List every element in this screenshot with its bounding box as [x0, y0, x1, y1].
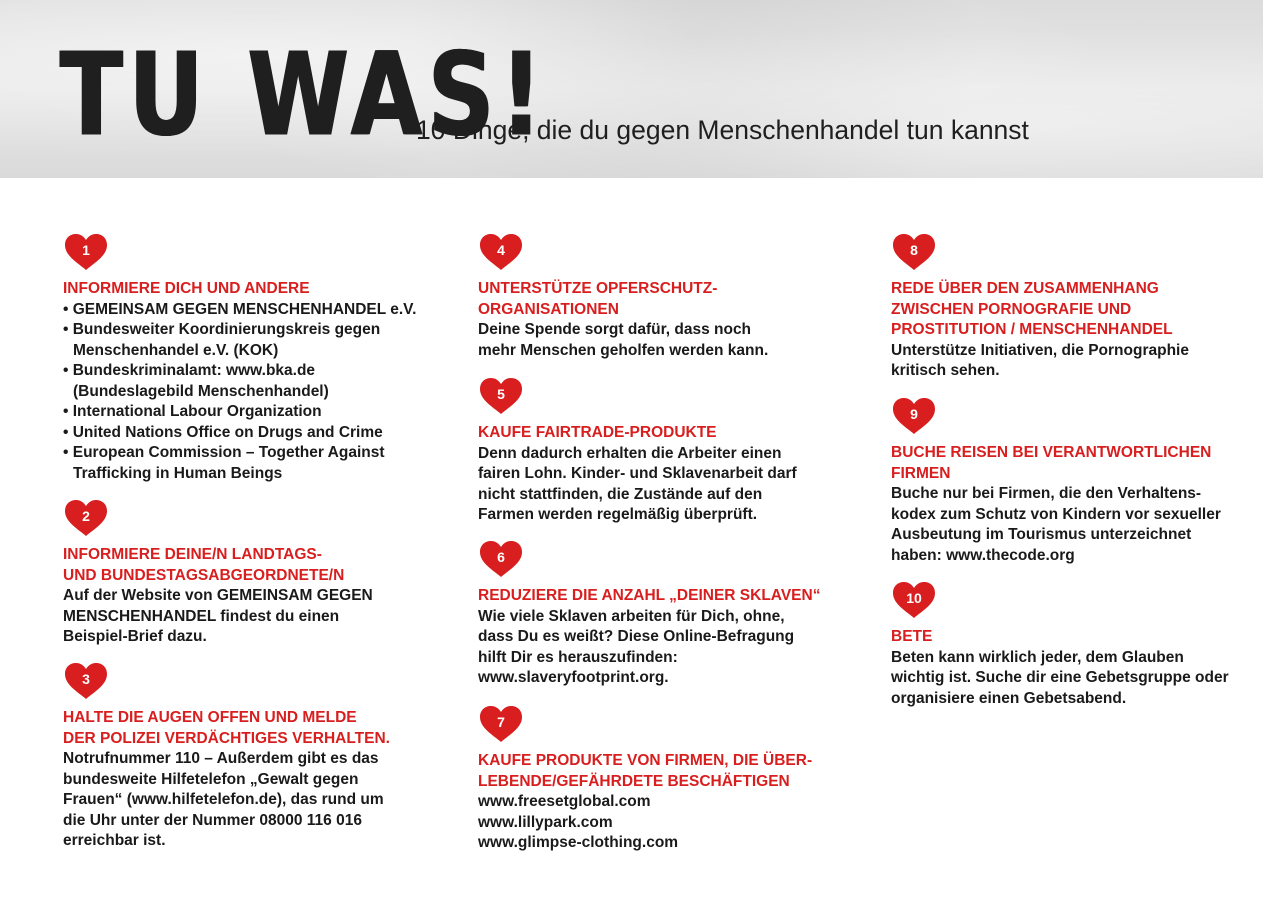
heart-icon [63, 662, 109, 700]
step-2 [63, 499, 433, 648]
step-3 [63, 662, 433, 852]
step-title: INFORMIERE DEINE/N LANDTAGS- UND BUNDESTAGSABGEORDNETE/N [63, 546, 345, 584]
step-title: UNTERSTÜTZE OPFERSCHUTZ- ORGANISATIONEN [478, 280, 718, 318]
step-number: 5 [497, 386, 505, 402]
step-4 [478, 233, 848, 361]
step-title: INFORMIERE DICH UND ANDERE [63, 280, 310, 297]
heart-icon [478, 233, 524, 271]
step-title: REDUZIERE DIE ANZAHL „DEINER SKLAVEN“ [478, 587, 821, 604]
step-6 [478, 540, 848, 689]
step-title: KAUFE FAIRTRADE-PRODUKTE [478, 424, 717, 441]
step-title: BETE [891, 628, 933, 645]
step-8 [891, 233, 1261, 382]
step-number: 10 [906, 590, 922, 606]
heart-icon [63, 499, 109, 537]
list-item: • United Nations Office on Drugs and Crime [63, 423, 433, 444]
step-body: Unterstütze Initiativen, die Pornographie kritisch sehen. [891, 341, 1189, 379]
list-item: • Bundesweiter Koordinierungskreis gegen Menschenhandel e.V. (KOK) [63, 320, 433, 361]
resource-list [63, 300, 433, 485]
step-body: Buche nur bei Firmen, die den Verhaltens- kodex zum Schutz von Kindern vor sexueller Ausbeutung im Tourismus unterzeichnet haben: www.thecode.org [891, 485, 1221, 564]
heart-icon [891, 397, 937, 435]
step-body: Beten kann wirklich jeder, dem Glauben wichtig ist. Suche dir eine Gebetsgruppe oder organisiere einen Gebetsabend. [891, 648, 1229, 707]
heart-icon [63, 233, 109, 271]
step-number: 7 [497, 714, 505, 730]
step-body: Deine Spende sorgt dafür, dass noch mehr Menschen geholfen werden kann. [478, 321, 769, 359]
step-5 [478, 377, 848, 526]
step-10 [891, 581, 1261, 709]
heart-icon [478, 705, 524, 743]
header-banner [0, 0, 1263, 178]
step-number: 9 [910, 406, 918, 422]
step-title: BUCHE REISEN BEI VERANTWORTLICHEN FIRMEN [891, 444, 1212, 482]
list-item: • Bundeskriminalamt: www.bka.de (Bundeslagebild Menschenhandel) [63, 361, 433, 402]
step-body: www.freesetglobal.com www.lillypark.com www.glimpse-clothing.com [478, 793, 679, 851]
step-7 [478, 705, 848, 854]
step-title: REDE ÜBER DEN ZUSAMMENHANG ZWISCHEN PORNOGRAFIE UND PROSTITUTION / MENSCHENHANDEL [891, 280, 1173, 338]
step-number: 8 [910, 242, 918, 258]
heart-icon [891, 233, 937, 271]
step-body: Wie viele Sklaven arbeiten für Dich, ohne, dass Du es weißt? Diese Online-Befragung hilft Dir es herauszufinden: www.slaveryfootprint.org. [478, 607, 795, 686]
heart-icon [478, 377, 524, 415]
step-number: 1 [82, 242, 90, 258]
step-title: KAUFE PRODUKTE VON FIRMEN, DIE ÜBER- LEBENDE/GEFÄHRDETE BESCHÄFTIGEN [478, 752, 813, 790]
heart-icon [891, 581, 937, 619]
page-title: TU WAS! [60, 28, 549, 162]
step-title: HALTE DIE AUGEN OFFEN UND MELDE DER POLIZEI VERDÄCHTIGES VERHALTEN. [63, 709, 390, 747]
step-9 [891, 397, 1261, 566]
list-item: • GEMEINSAM GEGEN MENSCHENHANDEL e.V. [63, 300, 433, 321]
list-item: • International Labour Organization [63, 402, 433, 423]
step-body: Notrufnummer 110 – Außerdem gibt es das bundesweite Hilfetelefon „Gewalt gegen Frauen“ (www.hilfetelefon.de), das rund um die Uhr unter der Nummer 08000 116 016 erreichbar ist. [63, 750, 384, 849]
page-subtitle: 10 Dinge, die du gegen Menschenhandel tun kannst [416, 115, 1029, 145]
list-item: • European Commission – Together Against Trafficking in Human Beings [63, 443, 433, 484]
step-body: Denn dadurch erhalten die Arbeiter einen fairen Lohn. Kinder- und Sklavenarbeit darf nicht stattfinden, die Zustände auf den Farmen werden regelmäßig überprüft. [478, 444, 797, 523]
step-number: 4 [497, 242, 505, 258]
step-number: 3 [82, 671, 90, 687]
step-1 [63, 233, 433, 484]
step-body: Auf der Website von GEMEINSAM GEGEN MENSCHENHANDEL findest du einen Beispiel-Brief dazu. [63, 587, 373, 645]
heart-icon [478, 540, 524, 578]
step-number: 6 [497, 549, 505, 565]
step-number: 2 [82, 508, 90, 524]
